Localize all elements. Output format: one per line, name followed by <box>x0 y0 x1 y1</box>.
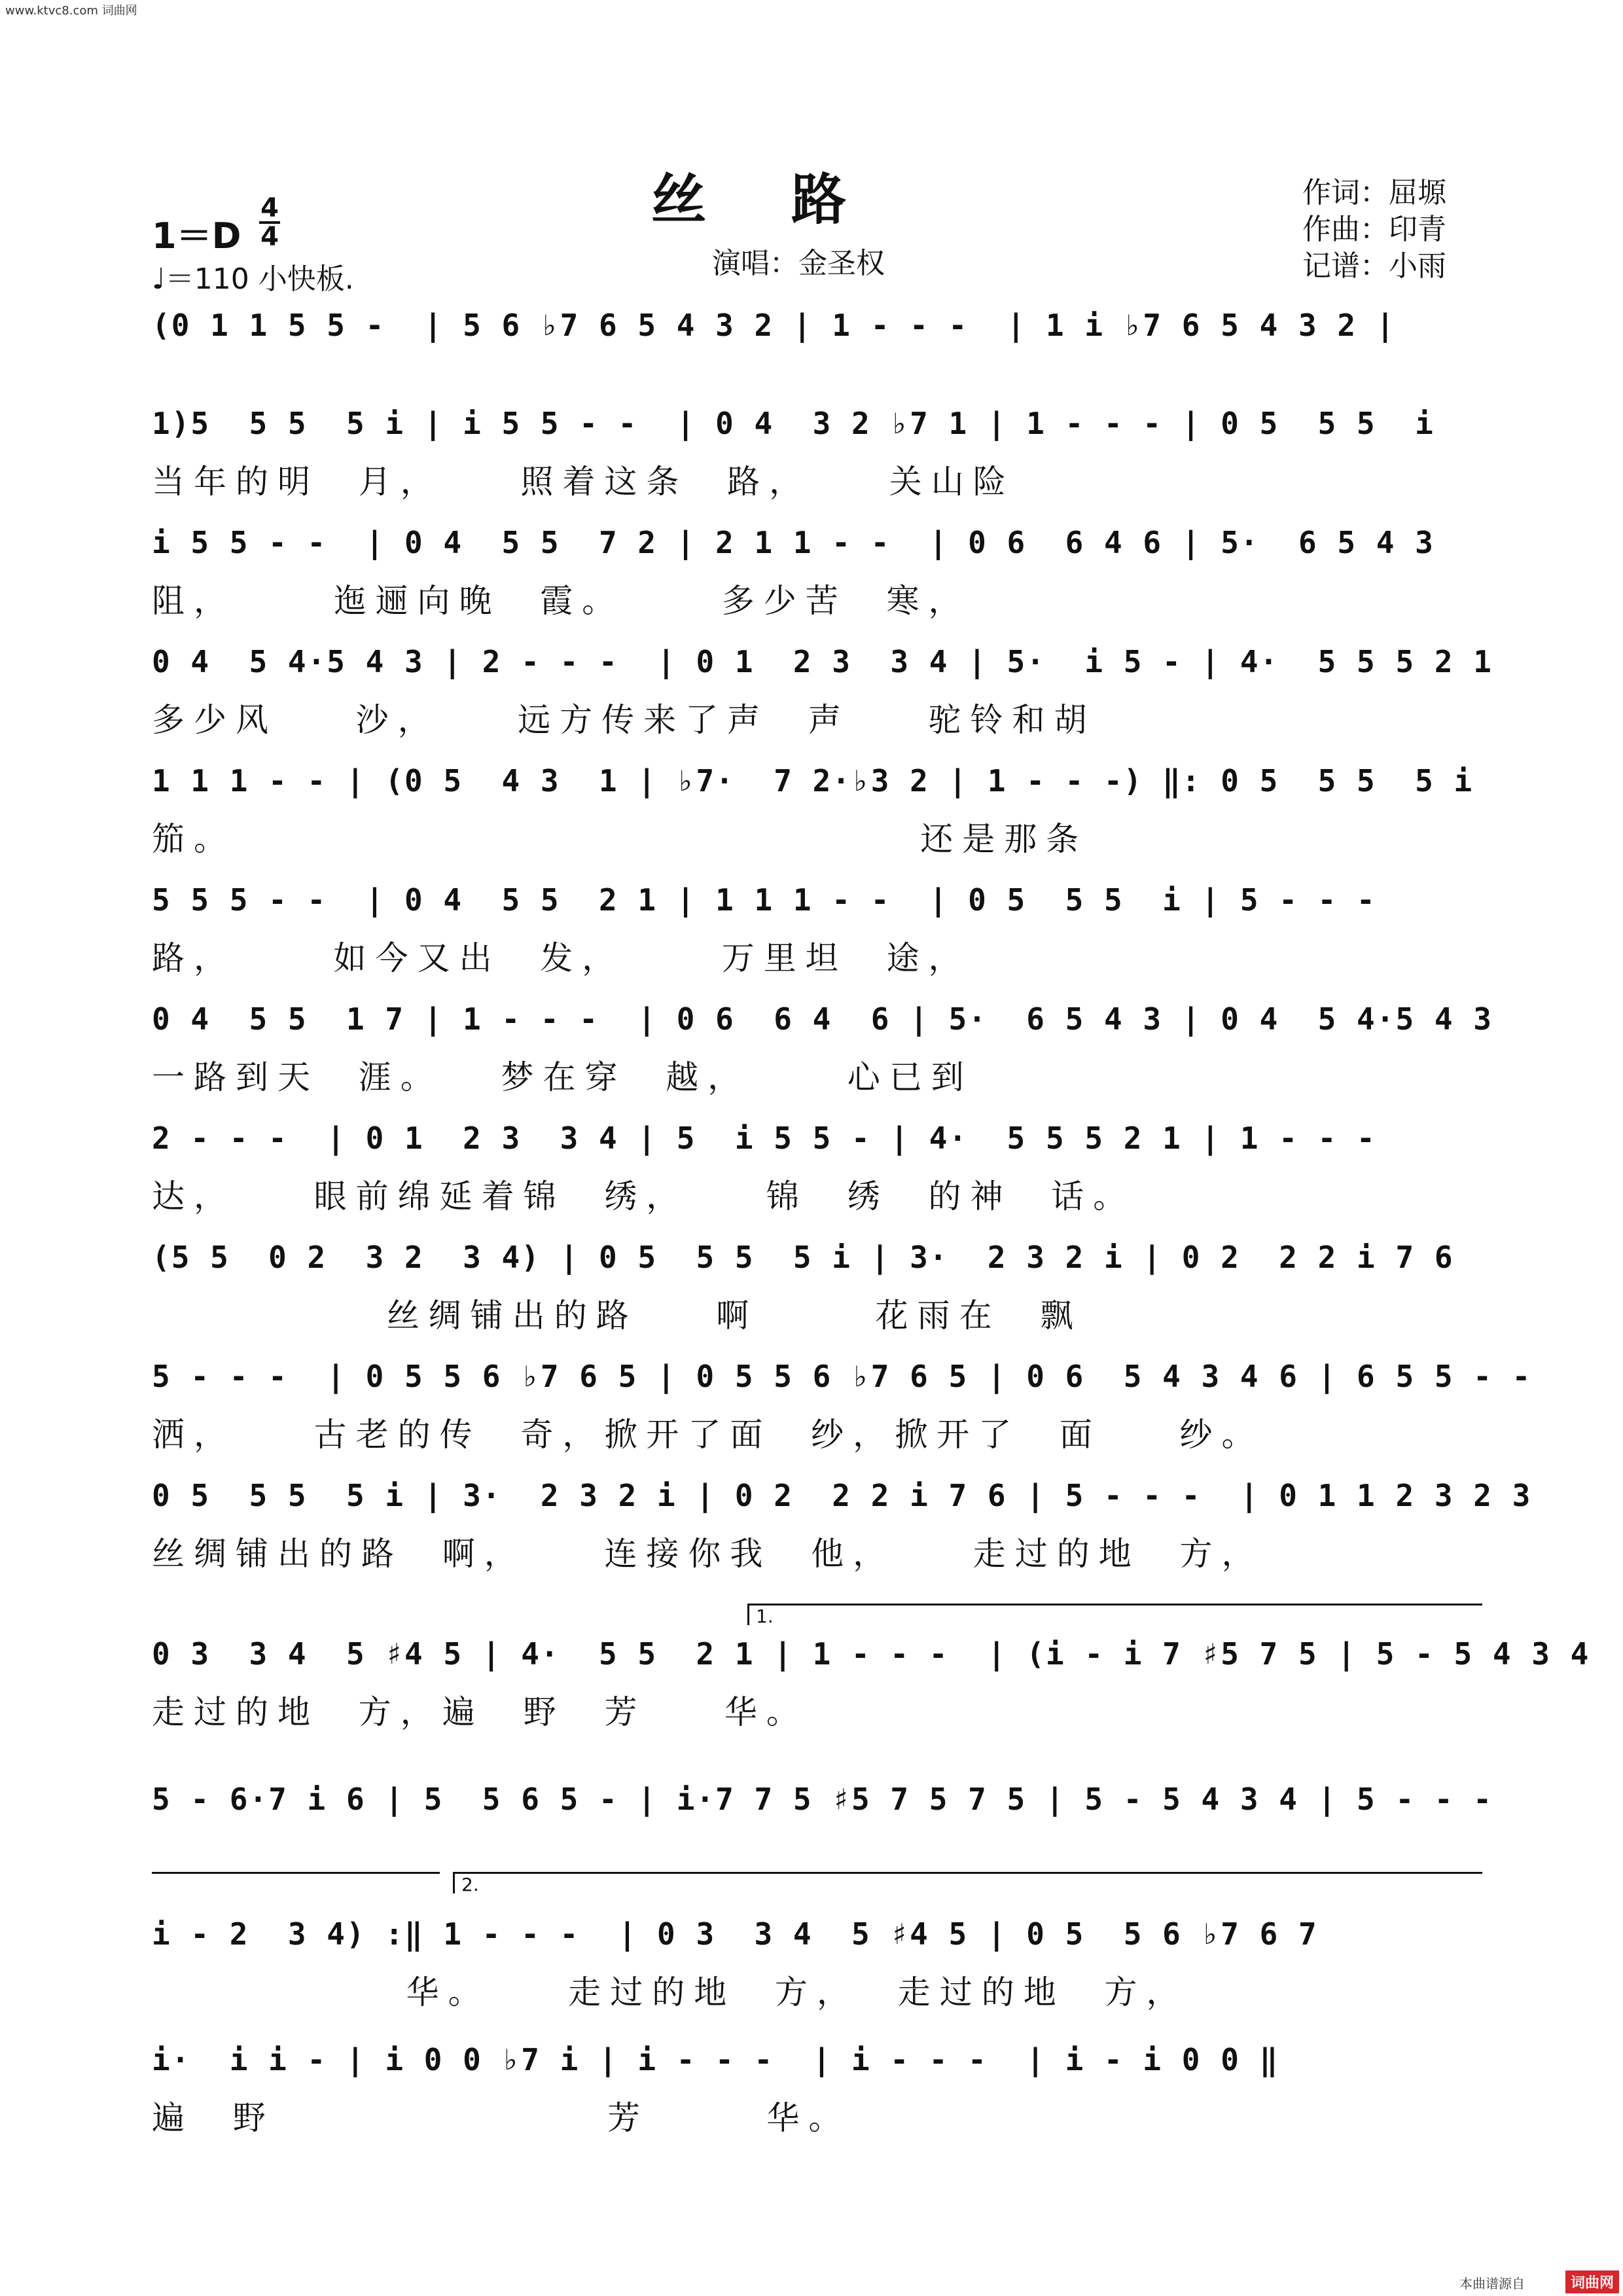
score-row-14 <box>152 1916 1474 2013</box>
score-row-5 <box>152 763 1474 860</box>
lyrics-line: 一路到天 涯。 梦在穿 越， 心已到 <box>152 1058 973 1096</box>
score-row-6 <box>152 882 1474 979</box>
notes-line: (5 5 0 2 3 2 3 4) | 0 5 5 5 5 i | 3· 2 3 2 i | 0 2 2 2 i 7 6 <box>152 1240 1454 1275</box>
song-title: 丝路 <box>651 167 932 232</box>
footer-brand-badge[interactable]: 词曲网 <box>1565 2270 1619 2293</box>
score-row-12 <box>152 1636 1590 1733</box>
lyrics-line: 当年的明 月， 照着这条 路， 关山险 <box>152 463 1015 501</box>
score-row-4 <box>152 644 1493 741</box>
notes-line: 1)5 5 5 5 i | i 5 5 - - | 0 4 3 2 ♭7 1 | 1 - - - | 0 5 5 5 i <box>152 406 1435 441</box>
notes-line: i· i i - | i 0 0 ♭7 i | i - - - | i - - - | i - i 0 0 ‖ <box>152 2042 1279 2077</box>
score-row-15 <box>152 2042 1474 2139</box>
volta-label: 1. <box>756 1605 774 1627</box>
notes-line: 5 5 5 - - | 0 4 5 5 2 1 | 1 1 1 - - | 0 5 5 5 i | 5 - - - <box>152 882 1376 918</box>
notes-line: 1 1 1 - - | (0 5 4 3 1 | ♭7· 7 2·♭3 2 | 1 - - -) ‖: 0 5 5 5 5 i <box>152 763 1474 798</box>
time-signature-bottom: 4 <box>260 222 279 252</box>
lyrics-line: 华。 走过的地 方， 走过的地 方， <box>152 1973 1188 2011</box>
lyricist-credit: 作词：屈塬 <box>1302 176 1446 209</box>
score-row-3 <box>152 525 1474 622</box>
lyrics-line: 阻， 迤逦向晚 霞。 多少苦 寒， <box>152 582 971 620</box>
time-signature-top: 4 <box>260 193 279 223</box>
volta-first-ending <box>747 1604 1482 1625</box>
singer-credit: 演唱：金圣权 <box>712 247 885 280</box>
tempo-marking: ♩＝110 小快板. <box>152 262 354 296</box>
lyrics-line: 多少风 沙， 远方传来了声 声 驼铃和胡 <box>152 701 1096 739</box>
transcriber-credit: 记谱：小雨 <box>1302 249 1446 283</box>
lyrics-line: 走过的地 方，遍 野 芳 华。 <box>152 1693 808 1731</box>
score-row-8 <box>152 1121 1474 1217</box>
volta-second-ending <box>453 1872 1482 1893</box>
score-row-11 <box>152 1478 1532 1575</box>
time-signature <box>257 193 283 252</box>
lyrics-line: 路， 如今又出 发， 万里坦 途， <box>152 939 971 977</box>
volta-label: 2. <box>461 1874 479 1895</box>
score-row-2 <box>152 406 1474 503</box>
score-row-7 <box>152 1001 1493 1098</box>
site-watermark-top: www.ktvc8.com 词曲网 <box>5 4 137 18</box>
notes-line: 5 - 6·7 i 6 | 5 5 6 5 - | i·7 7 5 ♯5 7 5 7 5 | 5 - 5 4 3 4 | 5 - - - <box>152 1782 1493 1817</box>
notes-line: 5 - - - | 0 5 5 6 ♭7 6 5 | 0 5 5 6 ♭7 6 5 | 0 6 5 4 3 4 6 | 6 5 5 - - <box>152 1359 1532 1394</box>
notes-line: 0 3 3 4 5 ♯4 5 | 4· 5 5 2 1 | 1 - - - | (i - i 7 ♯5 7 5 | 5 - 5 4 3 4 <box>152 1636 1590 1672</box>
score-row-13 <box>152 1782 1493 1817</box>
notes-line: i 5 5 - - | 0 4 5 5 7 2 | 2 1 1 - - | 0 6 6 4 6 | 5· 6 5 4 3 <box>152 525 1435 560</box>
lyrics-line: 遍 野 芳 华。 <box>152 2099 851 2137</box>
volta-first-ending-continued <box>152 1872 440 1874</box>
notes-line: 0 5 5 5 5 i | 3· 2 3 2 i | 0 2 2 2 i 7 6 | 5 - - - | 0 1 1 2 3 2 3 <box>152 1478 1532 1513</box>
lyrics-line: 丝绸铺出的路 啊， 连接你我 他， 走过的地 方， <box>152 1535 1264 1573</box>
composer-credit: 作曲：印青 <box>1302 213 1446 246</box>
lyrics-line: 笳。 还是那条 <box>152 820 1088 858</box>
lyrics-line: 洒， 古老的传 奇，掀开了面 纱，掀开了 面 纱。 <box>152 1416 1264 1454</box>
notes-line: 2 - - - | 0 1 2 3 3 4 | 5 i 5 5 - | 4· 5 5 5 2 1 | 1 - - - <box>152 1121 1376 1156</box>
notes-line: 0 4 5 4·5 4 3 | 2 - - - | 0 1 2 3 3 4 | 5· i 5 - | 4· 5 5 5 2 1 <box>152 644 1493 679</box>
lyrics-line: 丝绸铺出的路 啊 花雨在 飘 <box>152 1297 1082 1335</box>
score-row-10 <box>152 1359 1532 1456</box>
notes-line: 0 4 5 5 1 7 | 1 - - - | 0 6 6 4 6 | 5· 6 5 4 3 | 0 4 5 4·5 4 3 <box>152 1001 1493 1037</box>
notes-line: (0 1 1 5 5 - | 5 6 ♭7 6 5 4 3 2 | 1 - - - | 1 i ♭7 6 5 4 3 2 | <box>152 308 1396 343</box>
score-row-9 <box>152 1240 1474 1336</box>
footer-source: 本曲谱源自 <box>1459 2276 1525 2291</box>
notes-line: i - 2 3 4) :‖ 1 - - - | 0 3 3 4 5 ♯4 5 | 0 5 5 6 ♭7 6 7 <box>152 1916 1318 1952</box>
key-signature: 1＝D <box>152 215 241 257</box>
lyrics-line: 达， 眼前绵延着锦 绣， 锦 绣 的神 话。 <box>152 1177 1135 1215</box>
score-row-1 <box>152 308 1474 343</box>
